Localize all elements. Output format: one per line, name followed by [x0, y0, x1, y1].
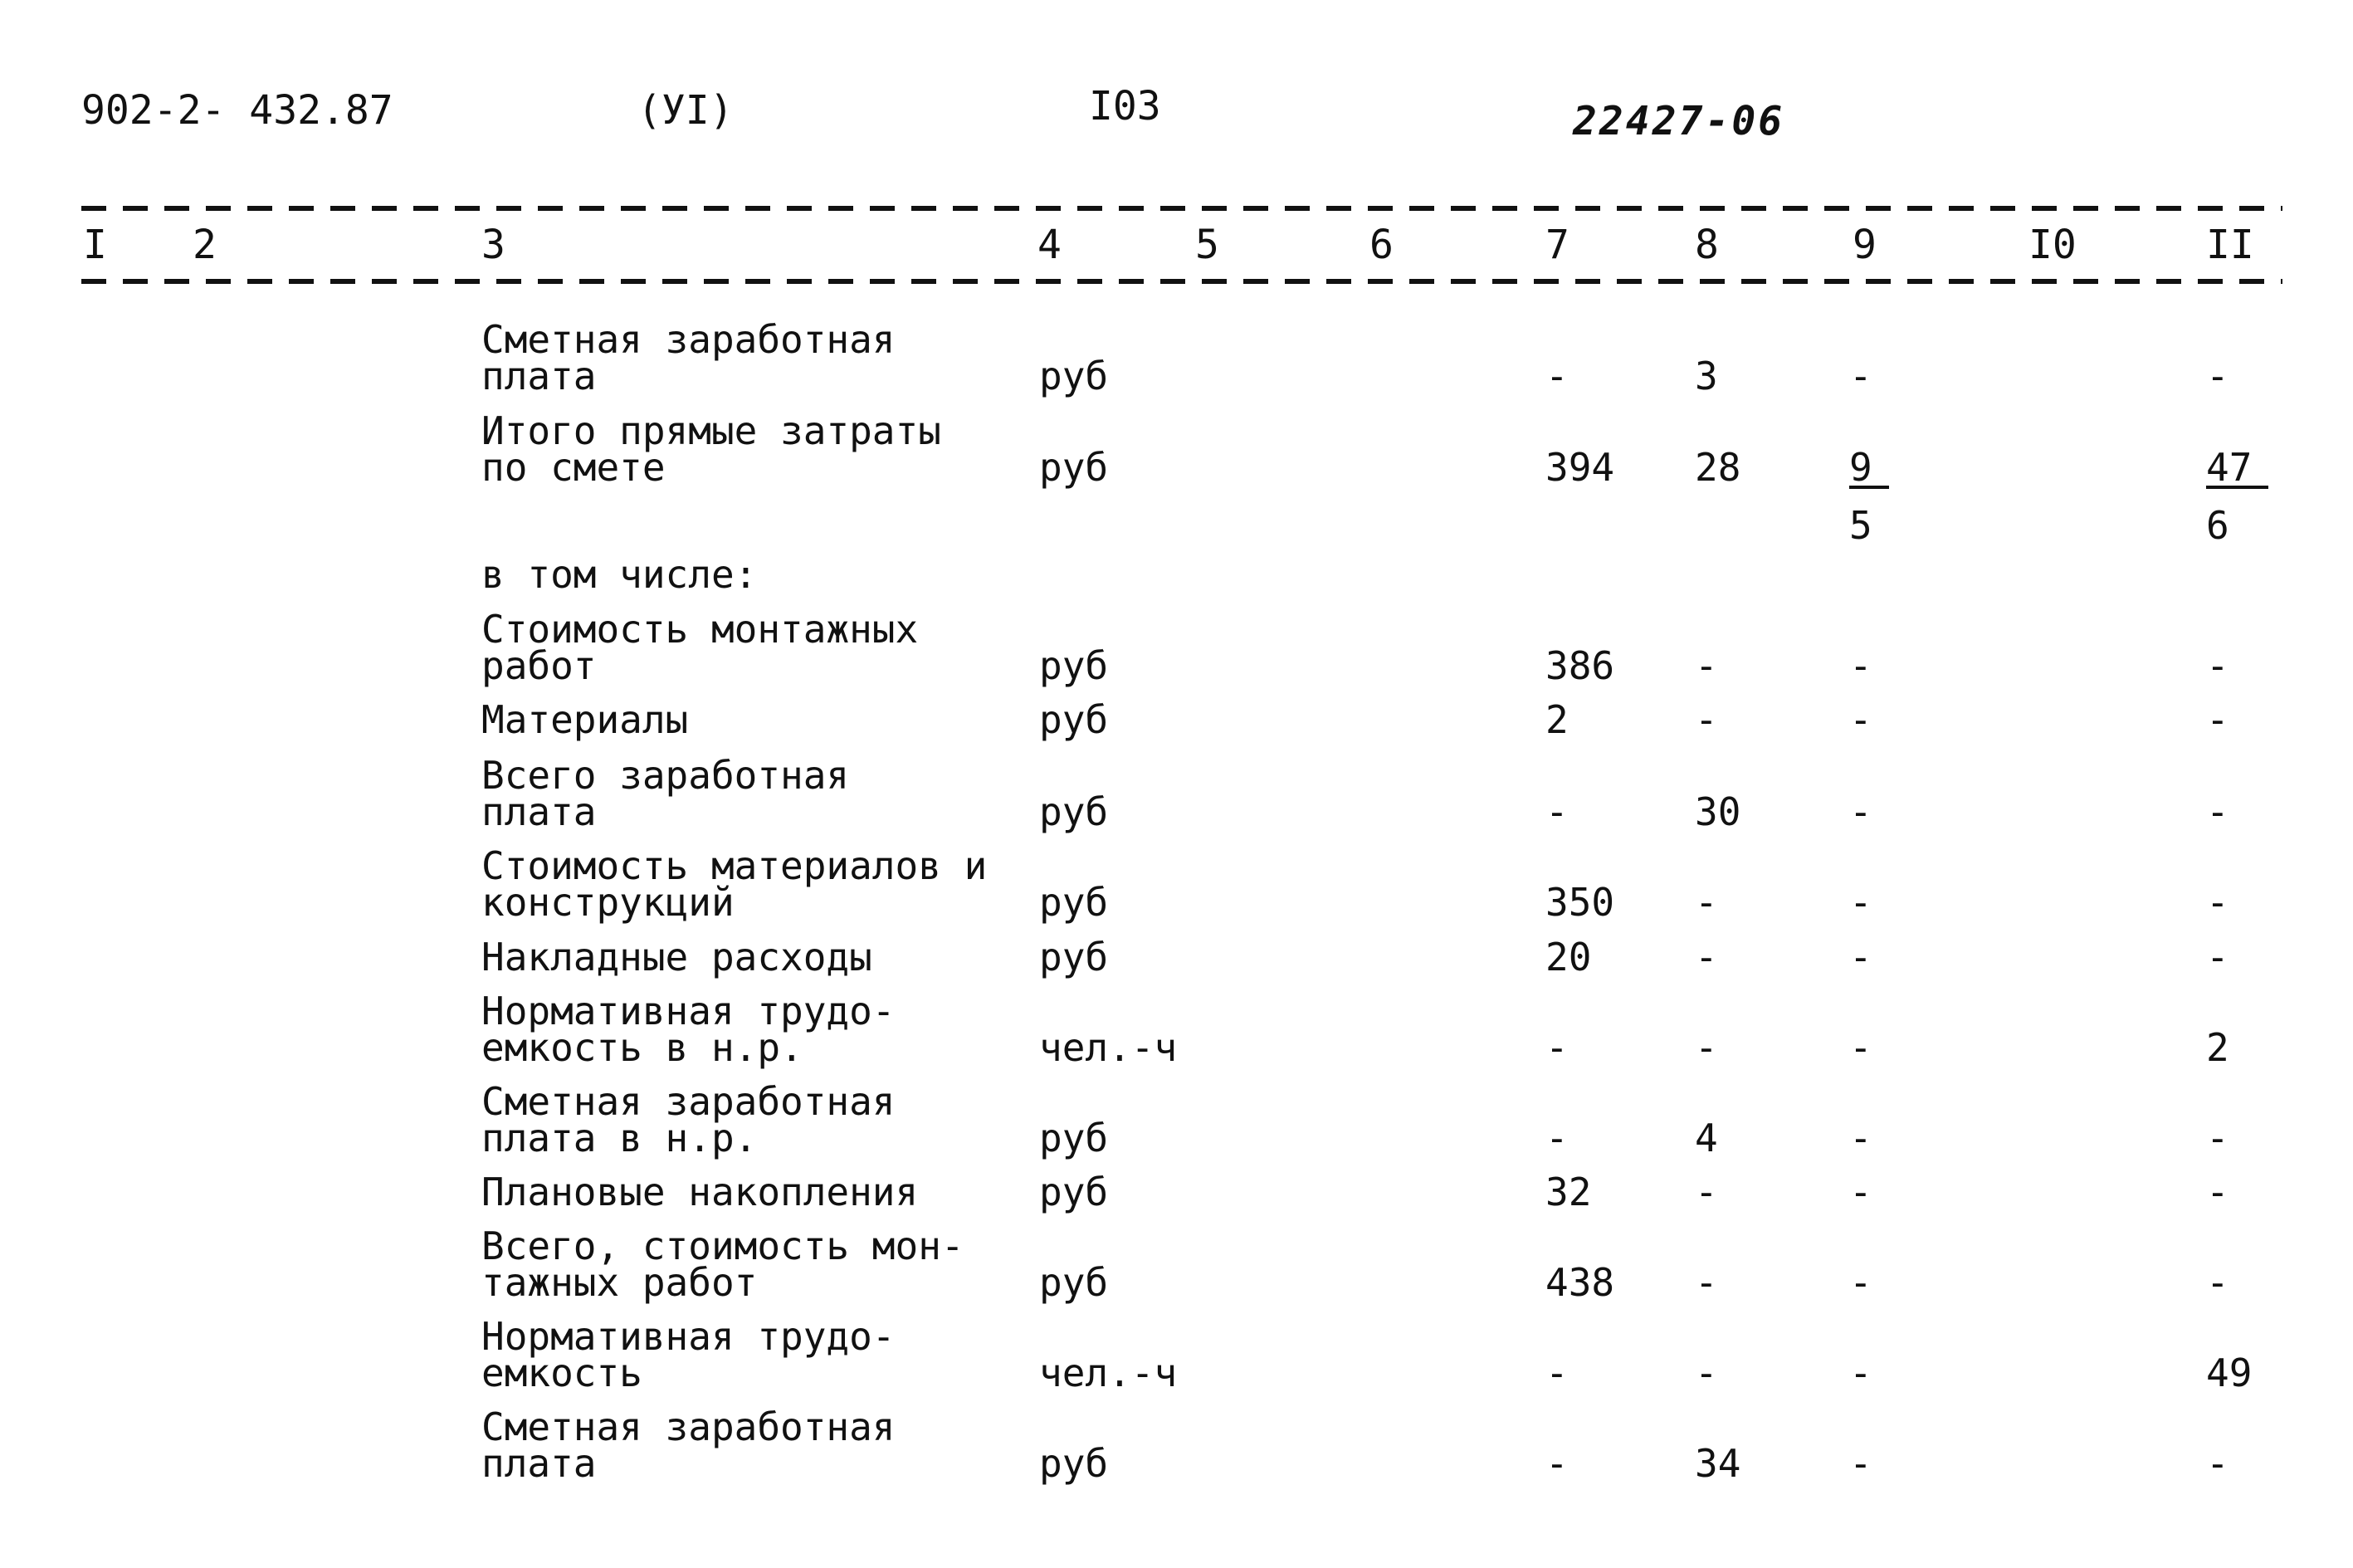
row-col8: -: [1695, 1170, 1718, 1214]
row-col11-fraction: [2206, 445, 2268, 548]
row-col8: 3: [1695, 354, 1718, 398]
row-col11: -: [2206, 880, 2229, 925]
dashed-rule-bottom: [81, 279, 2282, 284]
fraction-numerator: 47: [2206, 449, 2268, 489]
row-col11: -: [2206, 789, 2229, 834]
row-col11: -: [2206, 1116, 2229, 1160]
col-num-8: 8: [1695, 222, 1719, 268]
row-col9: -: [1849, 1441, 1872, 1486]
handwritten-code: 22427-06: [1573, 98, 1785, 144]
row-unit: руб: [1039, 789, 1109, 834]
row-col7: 386: [1545, 643, 1615, 688]
row-col7: 32: [1545, 1170, 1592, 1214]
row-unit: руб: [1039, 880, 1109, 925]
document-code: 902-2- 432.87: [81, 87, 393, 134]
row-col9: -: [1849, 1351, 1872, 1395]
row-description: Нормативная трудо- емкость: [481, 1314, 896, 1395]
row-col7: 20: [1545, 935, 1592, 979]
row-col9: -: [1849, 789, 1872, 834]
row-col11: -: [2206, 1170, 2229, 1214]
col-num-7: 7: [1545, 222, 1569, 268]
row-unit: руб: [1039, 354, 1109, 398]
row-description: Материалы: [481, 697, 689, 742]
col-num-6: 6: [1369, 222, 1394, 268]
col-num-9: 9: [1853, 222, 1877, 268]
row-col8: -: [1695, 880, 1718, 925]
row-col11: -: [2206, 354, 2229, 398]
row-col7: 2: [1545, 697, 1569, 742]
row-col11: -: [2206, 697, 2229, 742]
row-col9: -: [1849, 1170, 1872, 1214]
row-description: Всего, стоимость мон- тажных работ: [481, 1224, 964, 1305]
row-col8: 4: [1695, 1116, 1718, 1160]
row-col9: -: [1849, 1260, 1872, 1305]
row-description: Нормативная трудо- емкость в н.р.: [481, 989, 896, 1070]
row-col7: 394: [1545, 445, 1615, 490]
row-description: Итого прямые затраты по смете: [481, 408, 941, 490]
row-col9: -: [1849, 643, 1872, 688]
row-col8: 28: [1695, 445, 1741, 490]
row-col8: -: [1695, 1260, 1718, 1305]
row-col8: -: [1695, 935, 1718, 979]
row-unit: руб: [1039, 445, 1109, 490]
dashed-rule-top: [81, 206, 2282, 211]
row-description: Всего заработная плата: [481, 753, 850, 834]
row-col8: 34: [1695, 1441, 1741, 1486]
row-col9: -: [1849, 935, 1872, 979]
row-col7: -: [1545, 789, 1569, 834]
row-col7: -: [1545, 1116, 1569, 1160]
row-description: Сметная заработная плата: [481, 1404, 896, 1486]
row-col7: 438: [1545, 1260, 1615, 1305]
row-description: Сметная заработная плата: [481, 317, 896, 398]
row-col7: -: [1545, 1441, 1569, 1486]
row-unit: руб: [1039, 1170, 1109, 1214]
row-unit: руб: [1039, 1116, 1109, 1160]
row-col9: -: [1849, 697, 1872, 742]
col-num-2: 2: [193, 222, 217, 268]
row-description: Стоимость монтажных работ: [481, 607, 919, 688]
row-col7: -: [1545, 1351, 1569, 1395]
fraction-numerator: 9: [1849, 449, 1889, 489]
fraction-denominator: 5: [1849, 503, 1872, 548]
volume-label: (УI): [637, 87, 734, 134]
col-num-11: II: [2206, 222, 2254, 268]
row-col11: -: [2206, 935, 2229, 979]
row-col9: -: [1849, 1025, 1872, 1070]
col-num-5: 5: [1195, 222, 1219, 268]
row-unit: руб: [1039, 1260, 1109, 1305]
row-unit: руб: [1039, 1441, 1109, 1486]
col-num-10: I0: [2028, 222, 2077, 268]
row-description: Сметная заработная плата в н.р.: [481, 1079, 896, 1160]
col-num-4: 4: [1037, 222, 1062, 268]
row-unit: руб: [1039, 697, 1109, 742]
row-col11: -: [2206, 1441, 2229, 1486]
row-col8: -: [1695, 1351, 1718, 1395]
row-unit: руб: [1039, 935, 1109, 979]
row-description: Плановые накопления: [481, 1170, 919, 1214]
row-unit: чел.-ч: [1039, 1351, 1178, 1395]
page-number: I03: [1089, 83, 1161, 129]
row-col11: 49: [2206, 1351, 2253, 1395]
row-col8: -: [1695, 697, 1718, 742]
row-col8: -: [1695, 1025, 1718, 1070]
row-unit: чел.-ч: [1039, 1025, 1178, 1070]
row-col7: 350: [1545, 880, 1615, 925]
row-col9: -: [1849, 354, 1872, 398]
row-col11: -: [2206, 1260, 2229, 1305]
row-col8: 30: [1695, 789, 1741, 834]
col-num-1: I: [83, 222, 107, 268]
row-col9: -: [1849, 880, 1872, 925]
row-description: в том числе:: [481, 552, 758, 597]
row-unit: руб: [1039, 643, 1109, 688]
row-col11: 2: [2206, 1025, 2229, 1070]
col-num-3: 3: [481, 222, 505, 268]
row-col7: -: [1545, 354, 1569, 398]
row-description: Стоимость материалов и конструкций: [481, 843, 988, 925]
row-col9: -: [1849, 1116, 1872, 1160]
row-description: Накладные расходы: [481, 935, 872, 979]
row-col7: -: [1545, 1025, 1569, 1070]
fraction-denominator: 6: [2206, 503, 2229, 548]
row-col9-fraction: [1849, 445, 1889, 548]
row-col11: -: [2206, 643, 2229, 688]
row-col8: -: [1695, 643, 1718, 688]
